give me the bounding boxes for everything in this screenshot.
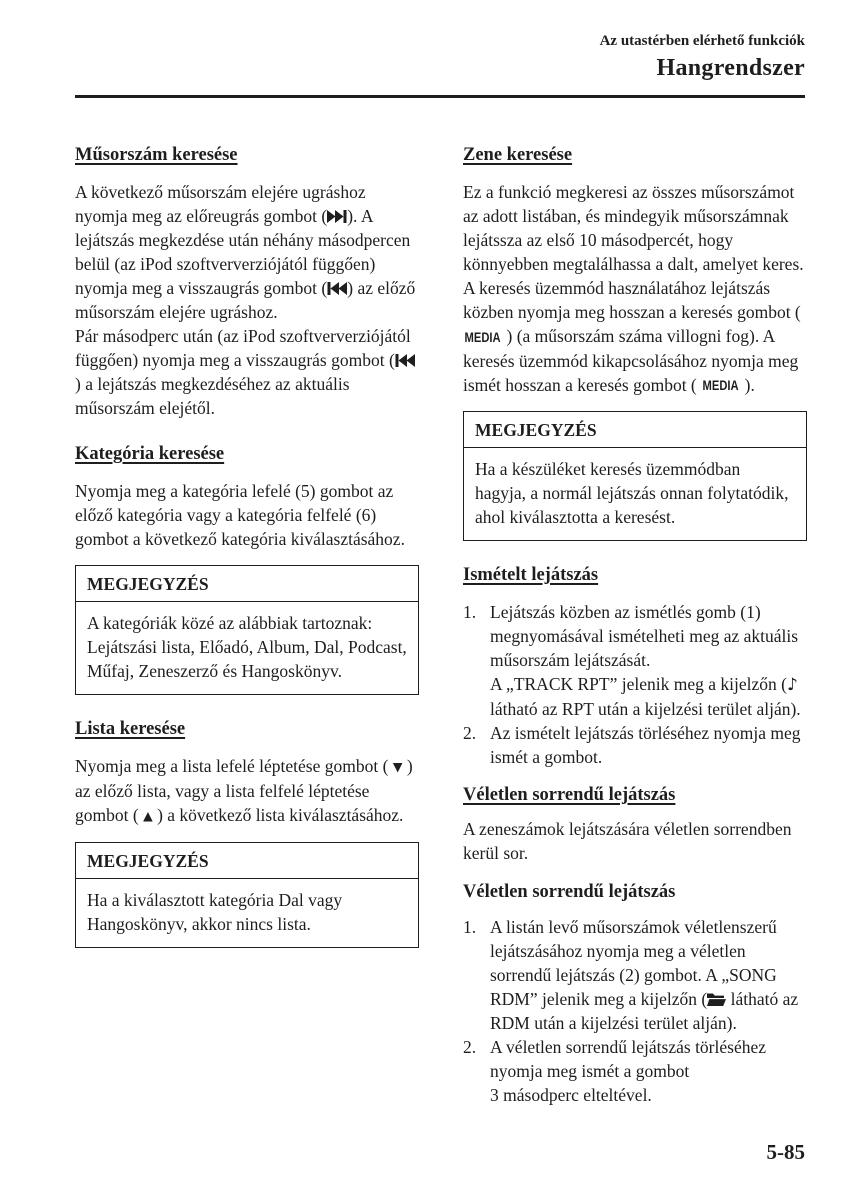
- section-kicker: Az utastérben elérhető funkciók: [599, 33, 805, 49]
- text-run: A listán levő műsorszámok véletlenszerű lejátszásához nyomja meg a véletlen sorrendű lejátszás (2) gombot. A „SONG RDM” jelenik meg a kijelzőn (: [490, 917, 777, 1009]
- list-item-number: 2.: [463, 723, 477, 743]
- text-run: ) a lejátszás megkezdéséhez az aktuális műsorszám elejétől.: [75, 374, 350, 418]
- text-run: ) (a műsorszám száma villogni fog). A keresés üzemmód kikapcsolásához nyomja meg ismét hosszan a keresés gombot (: [463, 326, 799, 395]
- heading-music-search: Zene keresése: [463, 145, 573, 165]
- list-item-number: 1.: [463, 602, 477, 622]
- track-search-paragraph: [75, 180, 419, 420]
- folder-icon: [707, 993, 726, 1006]
- text-run: Pár másodperc után (az iPod szoftververziójától függően) nyomja meg a visszaugrás gombot (: [75, 326, 411, 370]
- text-run: látható az RPT után a kijelzési terület alján).: [490, 699, 801, 719]
- text-run: A következő műsorszám elejére ugráshoz nyomja meg az előreugrás gombot (: [75, 182, 366, 226]
- text-run: Lejátszás közben az ismétlés gomb (1) megnyomásával ismételheti meg az aktuális műsorszám lejátszását.: [490, 602, 799, 670]
- note-box-body: A kategóriák közé az alábbiak tartoznak: Lejátszási lista, Előadó, Album, Dal, Podcast, Műfaj, Zeneszerző és Hangoskönyv.: [87, 613, 407, 681]
- list-up-triangle-icon: ▲: [143, 808, 153, 823]
- left-column: [75, 143, 419, 967]
- category-search-paragraph: Nyomja meg a kategória lefelé (5) gombot az előző kategória vagy a kategória felfelé (6) gombot a következő kategória kiválasztásához.: [75, 481, 405, 549]
- note-box-no-list: [75, 842, 419, 948]
- list-item-text: [490, 1035, 807, 1107]
- page-title: Hangrendszer: [656, 55, 805, 81]
- list-item-text: [490, 915, 807, 1035]
- list-item-text: Az ismételt lejátszás törléséhez nyomja meg ismét a gombot.: [490, 723, 801, 767]
- text-run: ). A lejátszás megkezdése után néhány másodpercen belül (az iPod szoftververziójától függően) nyomja meg a visszaugrás gombot (: [75, 206, 411, 298]
- text-run: ).: [740, 374, 755, 395]
- media-button-label: MEDIA: [464, 328, 501, 345]
- text-run: ) az előző lista, vagy a lista felfelé léptetése gombot (: [75, 756, 413, 825]
- heading-category-search: Kategória keresése: [75, 444, 225, 464]
- music-note-icon: ♪: [786, 675, 798, 695]
- media-button-label: MEDIA: [702, 377, 739, 393]
- heading-list-search: Lista keresése: [75, 719, 186, 739]
- text-run: A keresés üzemmód használatához lejátszás közben nyomja meg hosszan a keresés gombot (: [463, 278, 801, 322]
- shuffle-intro-paragraph: A zeneszámok lejátszására véletlen sorrendben kerül sor.: [463, 819, 792, 863]
- list-item-number: 1.: [463, 917, 477, 937]
- note-box-title: MEGJEGYZÉS: [76, 843, 418, 879]
- text-run: látható az RDM után a kijelzési terület alján).: [490, 989, 799, 1033]
- note-box-search-mode: [463, 411, 807, 541]
- list-item: [463, 915, 807, 1035]
- text-run: ) az előző műsorszám elejére ugráshoz.: [75, 278, 416, 322]
- list-down-triangle-icon: ▼: [392, 759, 403, 774]
- list-item: [463, 721, 807, 769]
- heading-shuffle-play: Véletlen sorrendű lejátszás: [463, 785, 676, 805]
- skip-back-icon: [395, 354, 415, 367]
- skip-forward-icon: [327, 210, 347, 223]
- list-item-text: [490, 600, 807, 721]
- text-run: Nyomja meg a lista lefelé léptetése gombot (: [75, 756, 393, 776]
- text-run: A véletlen sorrendű lejátszás törléséhez nyomja meg ismét a gombot: [490, 1037, 767, 1081]
- right-column: [463, 143, 807, 1107]
- list-item: [463, 1035, 807, 1107]
- note-box-body: Ha a készüléket keresés üzemmódban hagyja, a normál lejátszás onnan folytatódik, ahol kiválasztotta a keresést.: [475, 459, 789, 527]
- list-search-paragraph: [75, 754, 419, 828]
- subheading-shuffle-play: Véletlen sorrendű lejátszás: [463, 882, 676, 902]
- list-item: [463, 600, 807, 721]
- heading-track-search: Műsorszám keresése: [75, 145, 238, 165]
- note-box-title: MEGJEGYZÉS: [76, 566, 418, 602]
- page-number: 5-85: [766, 1140, 805, 1164]
- text-run: 3 másodperc elteltével.: [490, 1085, 652, 1105]
- note-box-title: MEGJEGYZÉS: [464, 412, 806, 448]
- shuffle-play-list: [463, 915, 807, 1107]
- page-header: [75, 33, 805, 82]
- music-search-paragraph: [463, 180, 807, 397]
- text-run: A „TRACK RPT” jelenik meg a kijelzőn (: [490, 674, 787, 694]
- repeat-play-list: [463, 600, 807, 769]
- skip-back-icon: [327, 282, 347, 295]
- heading-repeat-play: Ismételt lejátszás: [463, 565, 599, 585]
- note-box-categories: [75, 565, 419, 695]
- text-run: Ez a funkció megkeresi az összes műsorszámot az adott listában, és mindegyik műsorszámnak lejátssza az első 10 másodpercét, hogy könnyebben megtalálhassa a dalt, amelyet keres.: [463, 182, 804, 274]
- note-box-body: Ha a kiválasztott kategória Dal vagy Hangoskönyv, akkor nincs lista.: [87, 890, 343, 934]
- text-run: ) a következő lista kiválasztásához.: [152, 805, 404, 825]
- header-rule: [75, 95, 805, 98]
- list-item-number: 2.: [463, 1037, 477, 1057]
